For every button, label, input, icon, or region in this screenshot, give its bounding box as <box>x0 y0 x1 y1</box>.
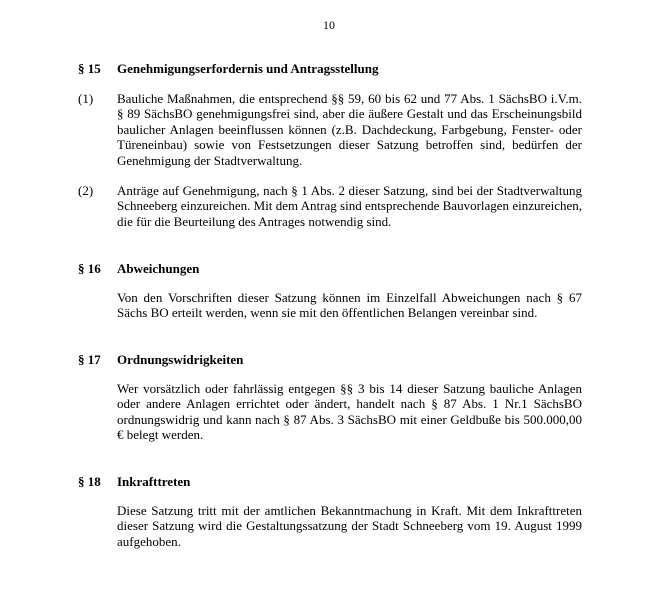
paragraph-text: Anträge auf Genehmigung, nach § 1 Abs. 2 dieser Satzung, sind bei der Stadtverwaltung Schneeberg einzureichen. Mit dem Antrag sind entsprechende Bauvorlagen einzureichen, die für die Beurteilung des Antrages notwendig sind. <box>117 183 582 229</box>
section-title: Genehmigungserfordernis und Antragsstellung <box>117 61 379 76</box>
section-16 <box>78 261 582 321</box>
section-title: Inkrafttreten <box>117 474 191 489</box>
section-heading <box>78 352 582 368</box>
paragraph-2 <box>78 183 582 229</box>
section-title: Ordnungswidrigkeiten <box>117 352 244 367</box>
paragraph-number: (1) <box>78 91 94 106</box>
section-heading <box>78 261 582 277</box>
paragraph-text: Bauliche Maßnahmen, die entsprechend §§ 59, 60 bis 62 und 77 Abs. 1 SächsBO i.V.m. § 89 SächsBO genehmigungsfrei sind, aber die äußere Gestalt und das Erscheinungsbild baulicher Anlagen beeinflussen können (z.B. Dachdeckung, Farbgebung, Fenster- oder Türeneinbau) sowie von Festsetzungen dieser Satzung betroffen sind, bedürfen der Genehmigung der Stadtverwaltung. <box>117 91 582 168</box>
section-number: § 17 <box>78 352 101 367</box>
section-heading <box>78 474 582 490</box>
section-number: § 16 <box>78 261 101 276</box>
paragraph-text: Wer vorsätzlich oder fahrlässig entgegen §§ 3 bis 14 dieser Satzung bauliche Anlagen oder andere Anlagen errichtet oder ändert, handelt nach § 87 Abs. 1 Nr.1 SächsBO ordnungswidrig und kann nach § 87 Abs. 3 SächsBO mit einer Geldbuße bis 500.000,00 € belegt werden. <box>117 381 582 443</box>
paragraph-text: Von den Vorschriften dieser Satzung können im Einzelfall Abweichungen nach § 67 Sächs BO erteilt werden, wenn sie mit den öffentlichen Belangen vereinbar sind. <box>117 290 582 321</box>
paragraph-1 <box>78 91 582 168</box>
section-18 <box>78 474 582 549</box>
paragraph-number: (2) <box>78 183 94 199</box>
section-number: § 18 <box>78 474 101 489</box>
section-number: § 15 <box>78 61 101 76</box>
section-heading <box>78 61 582 77</box>
section-title: Abweichungen <box>117 261 200 276</box>
section-17 <box>78 352 582 443</box>
paragraph <box>78 381 582 443</box>
paragraph-text: Diese Satzung tritt mit der amtlichen Bekanntmachung in Kraft. Mit dem Inkrafttreten dieser Satzung wird die Gestaltungssatzung der Stadt Schneeberg vom 19. August 1999 aufgehoben. <box>117 503 582 549</box>
section-15 <box>78 61 582 229</box>
paragraph <box>78 503 582 549</box>
page-number: 10 <box>323 18 335 32</box>
paragraph <box>78 290 582 321</box>
